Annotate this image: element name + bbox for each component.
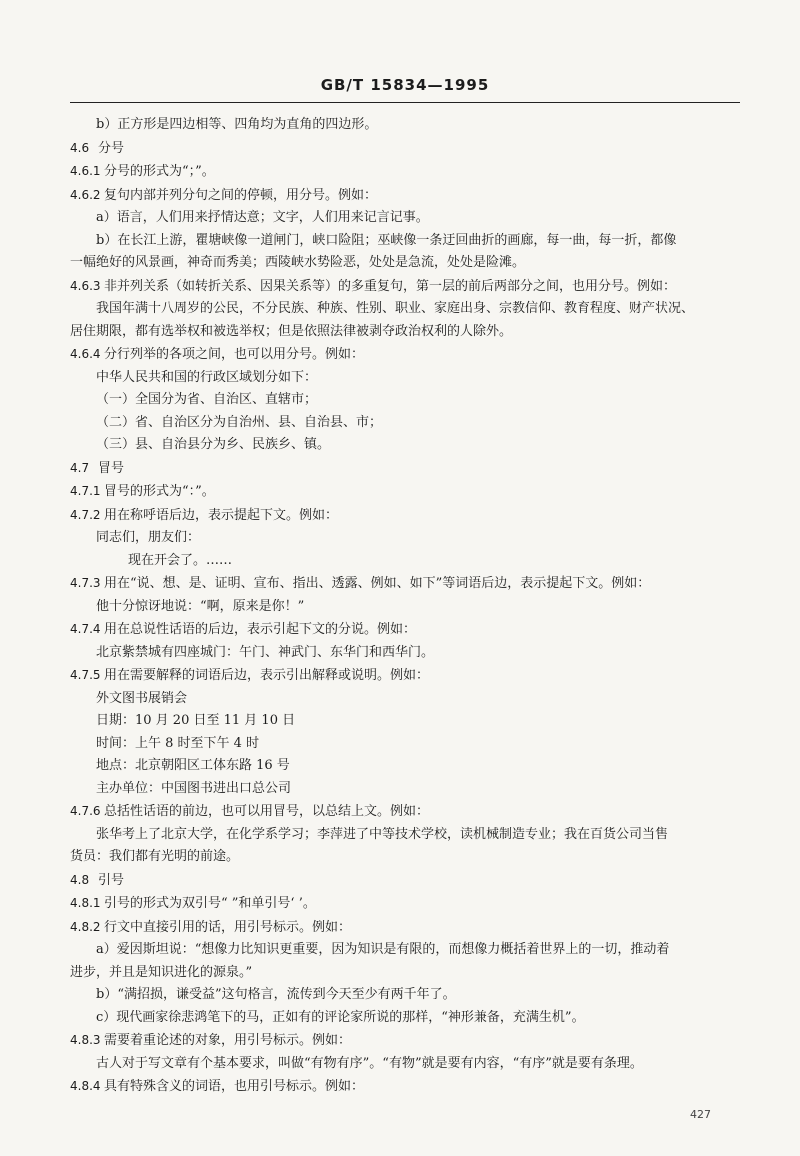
section-number: 4.6.4 [70, 347, 101, 361]
line-text: b）“满招损，谦受益”这句格言，流传到今天至少有两千年了。 [96, 987, 456, 1002]
line-text: 非并列关系（如转折关系、因果关系等）的多重复句，第一层的前后两部分之间，也用分号。例如： [104, 278, 677, 294]
text-line [70, 1053, 745, 1076]
line-text: 冒号的形式为“：”。 [104, 484, 215, 499]
section-line [70, 572, 745, 596]
line-text: 用在称呼语后边，表示提起下文。例如： [104, 507, 339, 523]
line-text: 地点：北京朝阳区工体东路 16 号 [96, 758, 290, 773]
text-line [70, 1007, 745, 1030]
line-text: 引号 [98, 872, 125, 888]
line-text: 同志们，朋友们： [96, 530, 201, 545]
text-line [70, 321, 745, 344]
text-line [70, 642, 745, 665]
line-text: 用在总说性话语的后边，表示引起下文的分说。例如： [104, 622, 417, 637]
line-text: 他十分惊讶地说：“啊，原来是你！” [96, 598, 305, 614]
section-line [70, 160, 745, 184]
line-text: 日期：10 月 20 日至 11 月 10 日 [96, 713, 296, 728]
text-line [70, 962, 745, 985]
section-number: 4.7 [70, 460, 90, 475]
text-line [70, 412, 745, 435]
line-text: 总括性话语的前边，也可以用冒号，以总结上文。例如： [104, 804, 430, 819]
text-line [70, 550, 745, 573]
line-text: 主办单位：中国图书进出口总公司 [96, 780, 292, 796]
text-line [70, 778, 745, 801]
line-text: b）正方形是四边相等、四角均为直角的四边形。 [96, 117, 378, 132]
section-number: 4.6.2 [70, 187, 101, 202]
line-text: 外文图书展销会 [96, 690, 188, 706]
section-number: 4.8.1 [70, 896, 101, 910]
section-number: 4.8.3 [70, 1033, 101, 1047]
text-line [70, 733, 745, 756]
section-line [70, 1029, 745, 1053]
section-line [70, 504, 745, 528]
line-text: （二）省、自治区分为自治州、县、自治县、市； [96, 414, 383, 430]
page-number: 427 [690, 1108, 711, 1121]
line-text: 分号的形式为“；”。 [104, 164, 215, 179]
section-line [70, 343, 745, 367]
section-line [70, 480, 745, 504]
line-text: （一）全国分为省、自治区、直辖市； [96, 392, 318, 407]
line-text: a）语言，人们用来抒情达意；文字，人们用来记言记事。 [96, 210, 429, 225]
line-text: a）爱因斯坦说：“想像力比知识更重要，因为知识是有限的，而想像力概括着世界上的一切，推动着 [96, 942, 670, 957]
section-number: 4.8.4 [70, 1079, 101, 1093]
line-text: 中华人民共和国的行政区域划分如下： [96, 369, 318, 385]
section-line [70, 664, 745, 688]
text-line [70, 114, 745, 137]
line-text: 具有特殊含义的词语，也用引号标示。例如： [104, 1079, 365, 1094]
section-line [70, 275, 745, 299]
line-text: 行文中直接引用的话，用引号标示。例如： [104, 919, 352, 935]
line-text: 用在“说、想、是、证明、宣布、指出、透露、例如、如下”等词语后边，表示提起下文。例如： [104, 576, 651, 591]
line-text: c）现代画家徐悲鸿笔下的马，正如有的评论家所说的那样，“神形兼备，充满生机”。 [96, 1009, 585, 1025]
text-line [70, 984, 745, 1007]
section-line [70, 869, 745, 893]
section-line [70, 137, 745, 161]
section-number: 4.7.4 [70, 622, 101, 636]
line-text: 古人对于写文章有个基本要求，叫做“有物有序”。“有物”就是要有内容，“有序”就是要有条理。 [96, 1055, 643, 1071]
text-line [70, 846, 745, 869]
text-line [70, 230, 745, 253]
section-line [70, 1075, 745, 1099]
section-number: 4.7.1 [70, 484, 101, 498]
section-number: 4.8.2 [70, 919, 101, 934]
line-text: 时间：上午 8 时至下午 4 时 [96, 735, 260, 751]
line-text: 张华考上了北京大学，在化学系学习；李萍进了中等技术学校，读机械制造专业；我在百货公司当售 [96, 826, 669, 842]
section-number: 4.7.2 [70, 507, 101, 522]
text-line [70, 434, 745, 457]
section-number: 4.6.1 [70, 164, 101, 178]
text-line [70, 389, 745, 412]
text-line [70, 252, 745, 275]
text-line [70, 207, 745, 230]
section-number: 4.7.6 [70, 804, 101, 818]
line-text: 分行列举的各项之间，也可以用分号。例如： [104, 347, 365, 362]
section-number: 4.7.5 [70, 668, 101, 682]
line-text: 需要着重论述的对象，用引号标示。例如： [104, 1033, 352, 1048]
text-line [70, 688, 745, 711]
text-line [70, 367, 745, 390]
section-line [70, 457, 745, 481]
text-line [70, 710, 745, 733]
header-rule [70, 102, 740, 103]
section-line [70, 184, 745, 208]
line-text: 一幅绝好的风景画，神奇而秀美；西陵峡水势险恶，处处是急流，处处是险滩。 [70, 255, 526, 270]
line-text: 居住期限，都有选举权和被选举权；但是依照法律被剥夺政治权利的人除外。 [70, 323, 513, 339]
line-text: 货员：我们都有光明的前途。 [70, 849, 240, 864]
text-line [70, 939, 745, 962]
line-text: （三）县、自治县分为乡、民族乡、镇。 [96, 437, 331, 452]
line-text: 我国年满十八周岁的公民，不分民族、种族、性别、职业、家庭出身、宗教信仰、教育程度、财产状况、 [96, 301, 695, 316]
line-text: 分号 [98, 140, 125, 156]
line-text: 现在开会了。…… [128, 552, 233, 568]
line-text: 引号的形式为双引号“ ”和单引号‘ ’。 [104, 896, 316, 911]
section-number: 4.6 [70, 140, 90, 155]
section-line [70, 618, 745, 642]
page-header: GB/T 15834—1995 [320, 76, 490, 94]
text-line [70, 298, 745, 321]
section-line [70, 892, 745, 916]
section-line [70, 916, 745, 940]
line-text: 北京紫禁城有四座城门：午门、神武门、东华门和西华门。 [96, 644, 435, 660]
line-text: b）在长江上游，瞿塘峡像一道闸门，峡口险阻；巫峡像一条迂回曲折的画廊，每一曲，每一折，都像 [96, 232, 677, 248]
document-body [70, 114, 745, 1099]
text-line [70, 527, 745, 550]
text-line [70, 824, 745, 847]
section-number: 4.8 [70, 872, 90, 887]
section-line [70, 800, 745, 824]
section-number: 4.7.3 [70, 576, 101, 590]
text-line [70, 755, 745, 778]
line-text: 进步，并且是知识进化的源泉。” [70, 964, 253, 980]
text-line [70, 596, 745, 619]
line-text: 用在需要解释的词语后边，表示引出解释或说明。例如： [104, 668, 430, 683]
line-text: 复句内部并列分句之间的停顿，用分号。例如： [104, 187, 378, 203]
section-number: 4.6.3 [70, 278, 101, 293]
line-text: 冒号 [98, 460, 125, 476]
